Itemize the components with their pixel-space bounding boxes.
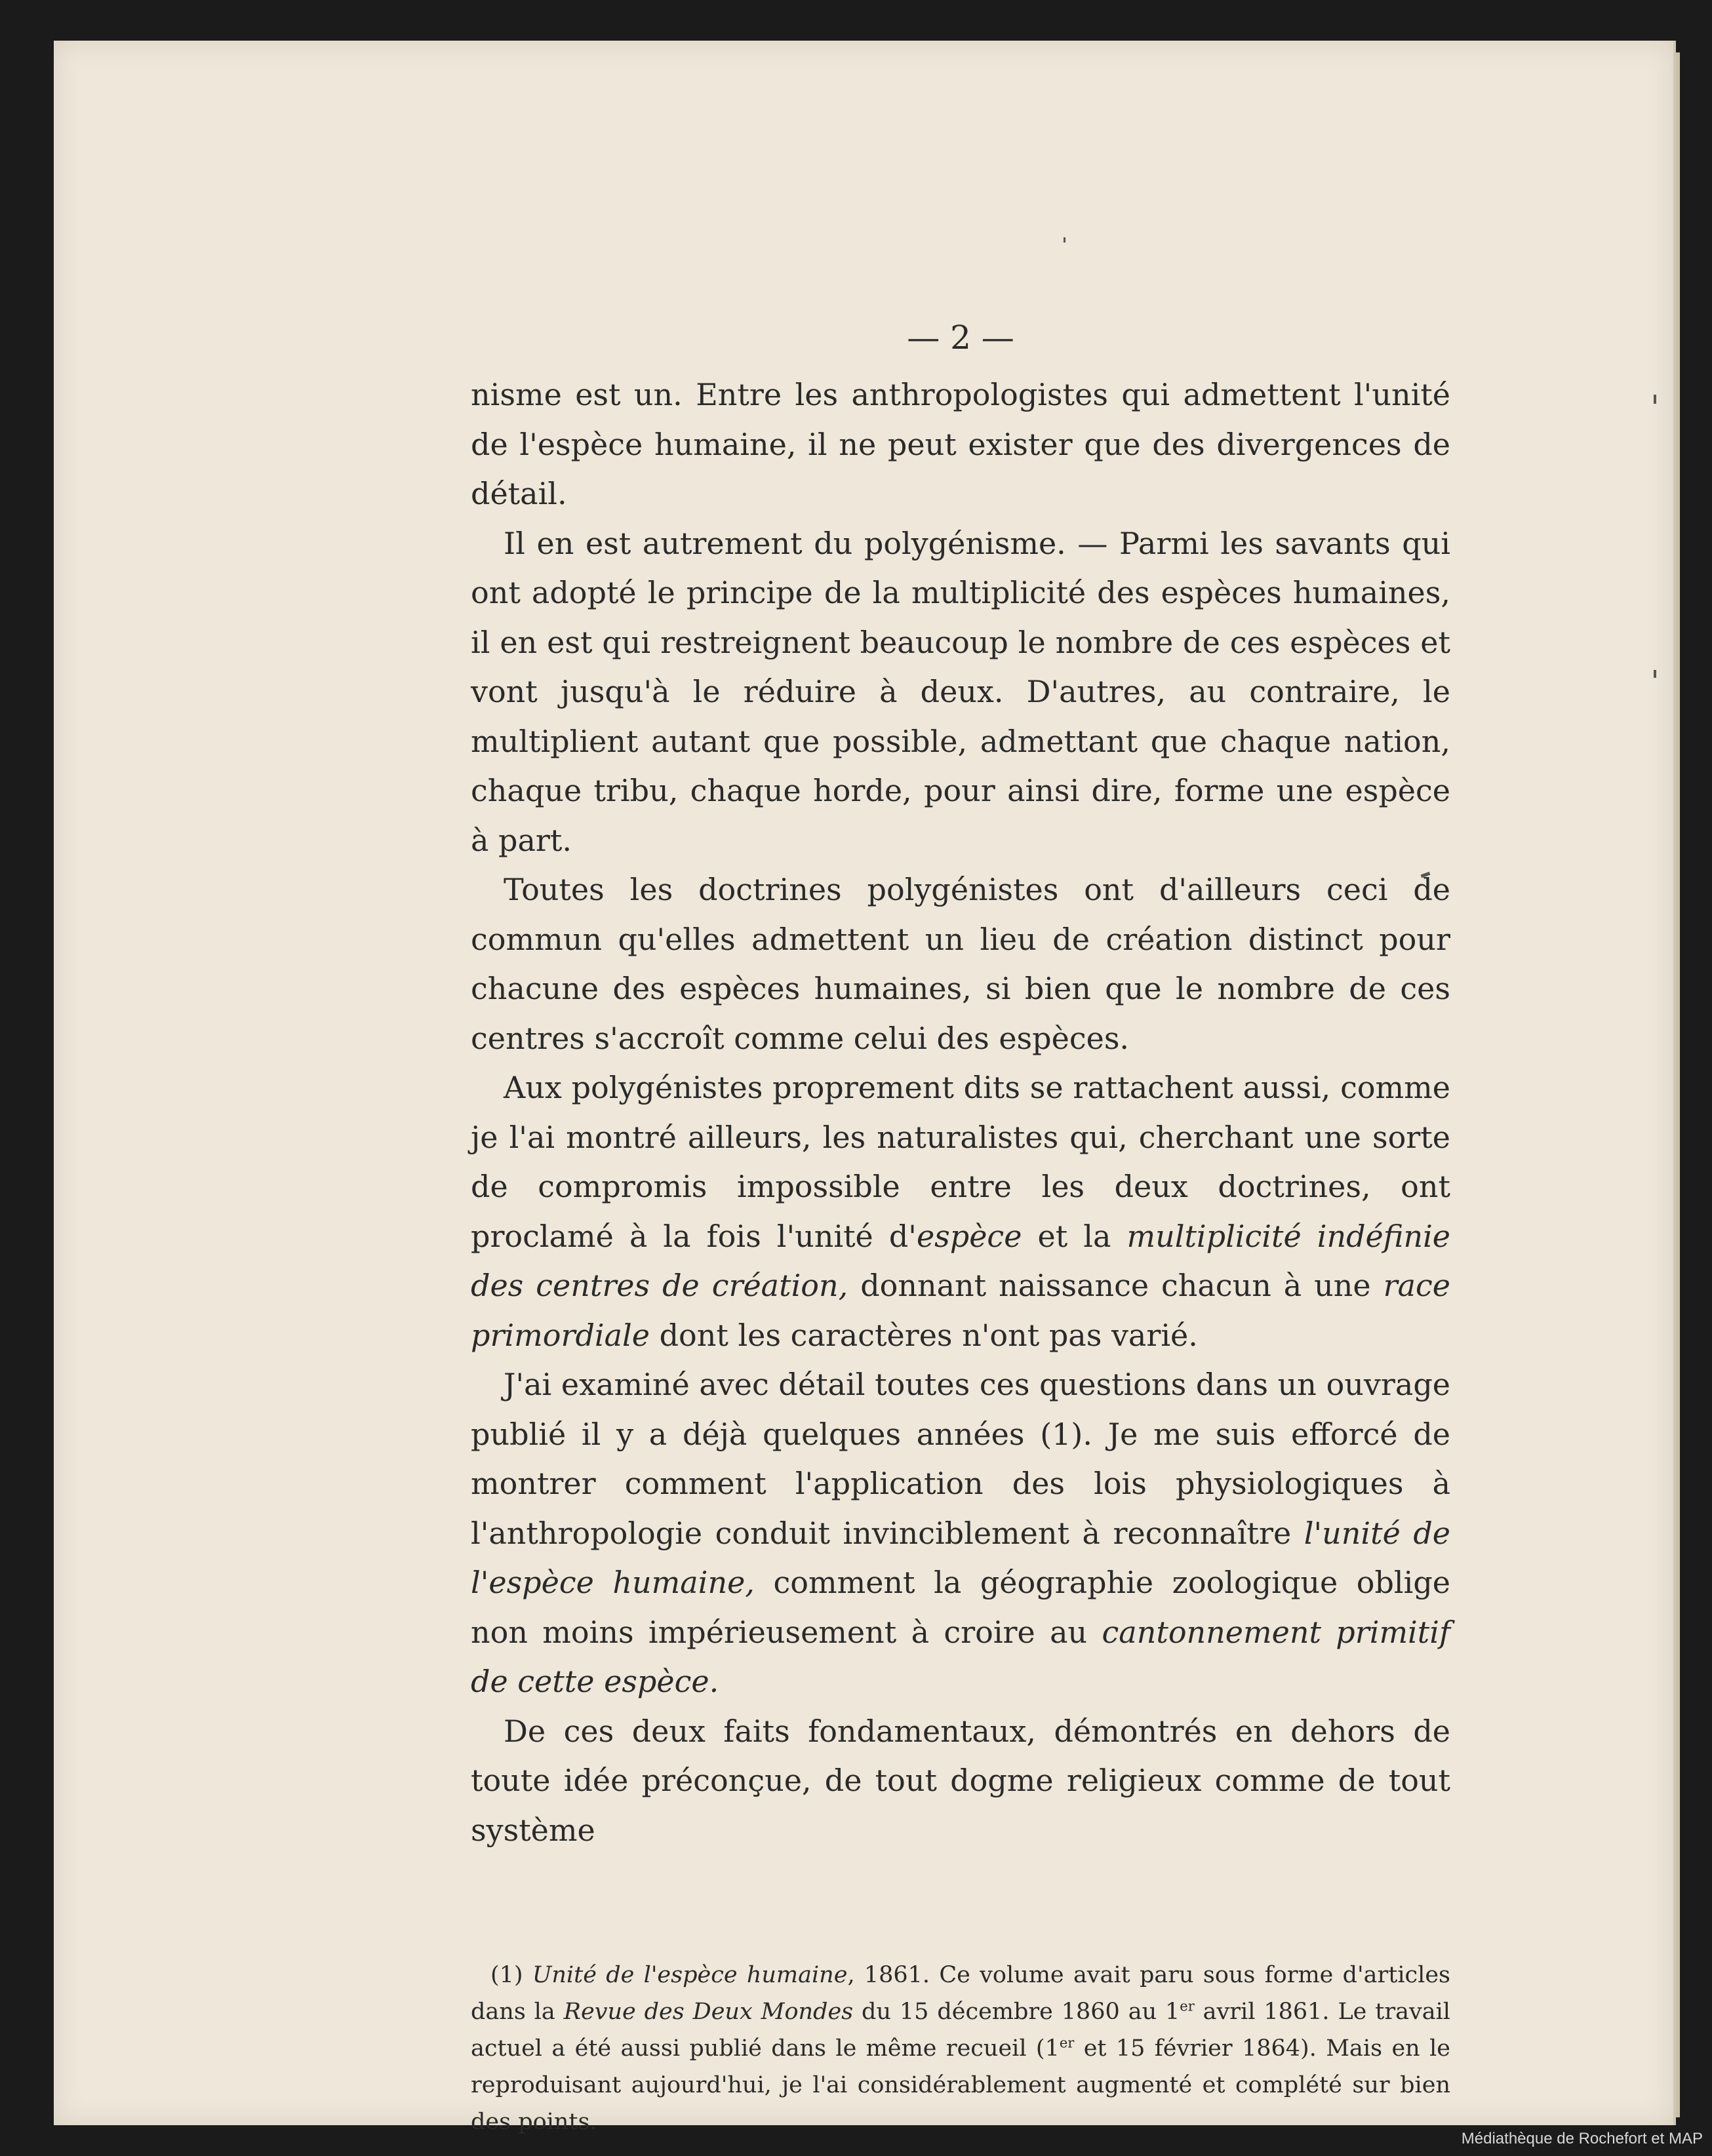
paper-speck bbox=[1654, 395, 1656, 404]
text-run: J'ai examiné avec détail toutes ces questions dans un ouvrage publié il y a déjà quelques années (1). Je me suis efforcé de montrer comment l'application des lois physiologiques à l'anthropologie conduit invinciblement à reconnaître bbox=[471, 1367, 1450, 1551]
italic-run: cantonnement primitif de cette espèce. bbox=[471, 1614, 1450, 1699]
text-run: , 1861. Ce volume avait paru sous forme d'articles dans la bbox=[471, 1962, 1451, 2025]
paragraph bbox=[471, 865, 1450, 1063]
footnote-marker: (1) bbox=[490, 1962, 532, 1988]
footnotes bbox=[471, 1957, 1450, 2140]
text-run: nisme est un. Entre les anthropologistes qui admettent l'unité de l'espèce humaine, il ne peut exister que des divergences de détail. bbox=[471, 377, 1450, 511]
italic-run: espèce bbox=[916, 1218, 1022, 1254]
text-run: Aux polygénistes proprement dits se rattachent aussi, comme je l'ai montré ailleurs, les naturalistes qui, cherchant une sorte de compromis impossible entre les deux doctrines, ont proclamé à la fois l'unité d' bbox=[471, 1070, 1450, 1254]
library-credit: Médiathèque de Rochefort et MAP bbox=[1461, 2130, 1703, 2147]
footnote bbox=[471, 1957, 1450, 2140]
superscript-run: er bbox=[1180, 1998, 1195, 2014]
text-run: Toutes les doctrines polygénistes ont d'ailleurs ceci de commun qu'elles admettent un lieu de création distinct pour chacune des espèces humaines, si bien que le nombre de ces centres s'accroît comme celui des espèces. bbox=[471, 872, 1450, 1056]
page-number: — 2 — bbox=[907, 319, 1014, 357]
text-run: Il en est autrement du polygénisme. — Parmi les savants qui ont adopté le principe de la multiplicité des espèces humaines, il en est qui restreignent beaucoup le nombre de ces espèces et vont jusqu'à le réduire à deux. D'autres, au contraire, le multiplient autant que possible, admettant que chaque nation, chaque tribu, chaque horde, pour ainsi dire, forme une espèce à part. bbox=[471, 525, 1450, 858]
paragraph bbox=[471, 1707, 1450, 1856]
paragraph bbox=[471, 519, 1450, 866]
superscript-run: er bbox=[1059, 2035, 1075, 2051]
italic-run: Revue des Deux Mondes bbox=[563, 1999, 854, 2025]
italic-run: Unité de l'espèce humaine bbox=[532, 1962, 848, 1988]
text-run: comment la géographie zoologique oblige non moins impérieusement à croire au bbox=[471, 1565, 1450, 1650]
text-run: De ces deux faits fondamentaux, démontrés en dehors de toute idée préconçue, de tout dogme religieux comme de tout système bbox=[471, 1713, 1450, 1848]
text-run: donnant naissance chacun à une bbox=[848, 1268, 1384, 1303]
paper-speck bbox=[1654, 670, 1656, 678]
italic-run: race primordiale bbox=[471, 1268, 1451, 1353]
italic-run: multiplicité indéfinie des centres de création, bbox=[471, 1218, 1451, 1303]
paragraph bbox=[471, 1063, 1450, 1360]
paper-speck bbox=[1064, 237, 1065, 243]
text-run: du 15 décembre 1860 au 1 bbox=[853, 1999, 1180, 2025]
text-run: avril 1861. Le travail actuel a été aussi publié dans le même recueil (1 bbox=[471, 1999, 1450, 2062]
paragraph bbox=[471, 1360, 1450, 1707]
text-run: dont les caractères n'ont pas varié. bbox=[649, 1317, 1198, 1353]
text-run: et la bbox=[1022, 1218, 1127, 1254]
book-page bbox=[54, 41, 1676, 2135]
body-text bbox=[471, 370, 1450, 1855]
paragraph bbox=[471, 370, 1450, 519]
italic-run: l'unité de l'espèce humaine, bbox=[471, 1515, 1450, 1600]
text-run: et 15 février 1864). Mais en le reproduisant aujourd'hui, je l'ai considérablement augmenté et complété sur bien des points. bbox=[471, 2035, 1450, 2135]
